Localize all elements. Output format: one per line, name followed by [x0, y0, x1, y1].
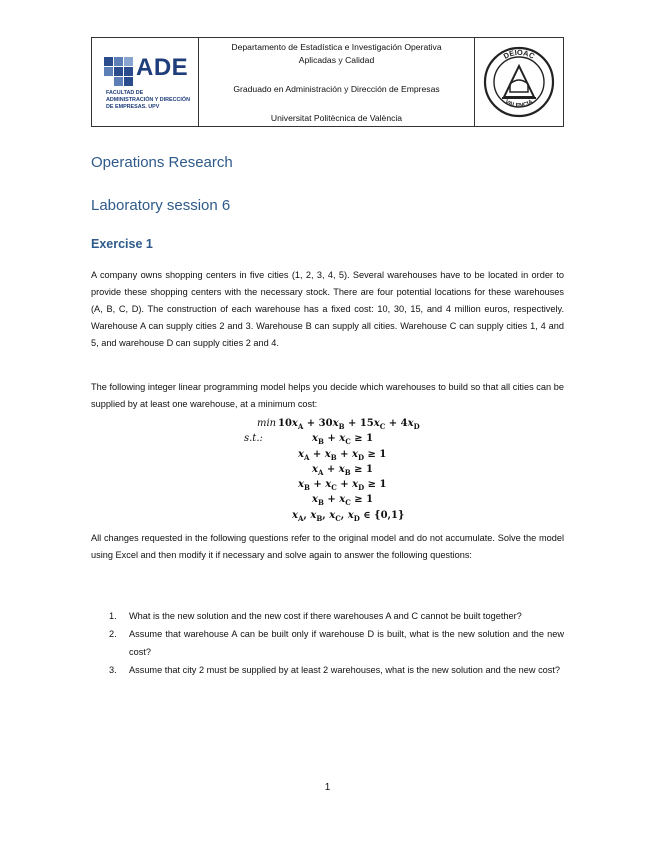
ade-logo-text: ADE	[136, 54, 189, 81]
list-item: 1. What is the new solution and the new cost if there warehouses A and C cannot be built together?	[109, 611, 522, 621]
deioac-seal-icon	[482, 42, 556, 122]
constraint-4: $x_B + x_C + x_D \ge 1$	[298, 479, 387, 492]
course-title: Operations Research	[91, 154, 233, 171]
page-header	[91, 37, 564, 127]
model-intro: The following integer linear programming model helps you decide which warehouses to build so that all cities can be supplied by at least one warehouse, at a minimum cost:	[91, 382, 564, 409]
degree-name: Graduado en Administración y Dirección de Empresas	[233, 84, 440, 94]
seal-bottom-text: VALENCIA	[503, 99, 535, 110]
st-label: s.t.:	[244, 433, 263, 444]
header-text-cell	[199, 38, 475, 126]
min-label: min	[257, 418, 277, 429]
constraint-1: $x_B + x_C \ge 1$	[312, 433, 374, 446]
constraint-2: $x_A + x_B + x_D \ge 1$	[298, 449, 387, 462]
ade-logo-subtitle: FACULTAD DE ADMINISTRACIÓN Y DIRECCIÓN DE EMPRESAS. UPV	[106, 90, 190, 110]
department-line1: Departamento de Estadística e Investigación Operativa	[231, 42, 442, 52]
exercise-heading: Exercise 1	[91, 237, 153, 251]
seal-cell	[475, 38, 563, 126]
objective-function: $10x_A + 30x_B + 15x_C + 4x_D$	[278, 418, 420, 431]
svg-text:VALENCIA	[504, 99, 535, 109]
list-item: 2. Assume that warehouse A can be built only if warehouse D is built, what is the new solution and the new cost?	[109, 629, 564, 657]
seal-top-text: DEIOAC	[501, 47, 537, 61]
session-title: Laboratory session 6	[91, 197, 231, 214]
instructions-paragraph: All changes requested in the following questions refer to the original model and do not accumulate. Solve the model using Excel and then modify it if necessary and solve again to answer the following questions:	[91, 533, 564, 560]
domain-constraint: $x_A$, $x_B$, $x_C$, $x_D$ ∈ {0,1}	[292, 510, 405, 523]
constraint-5: $x_B + x_C \ge 1$	[312, 494, 374, 507]
constraint-3: $x_A + x_B \ge 1$	[312, 464, 373, 477]
university-name: Universitat Politècnica de València	[270, 113, 403, 123]
questions-list	[91, 607, 564, 679]
department-line2: Aplicadas y Calidad	[298, 55, 375, 65]
ade-logo-cell	[92, 38, 199, 126]
list-item: 3. Assume that city 2 must be supplied by at least 2 warehouses, what is the new solution and the new cost?	[109, 665, 561, 675]
page-number: 1	[324, 782, 331, 793]
problem-description: A company owns shopping centers in five cities (1, 2, 3, 4, 5). Several warehouses have to be located in order to provide these shopping centers with the necessary stock. There are four potential locations for these warehouses (A, B, C, D). The construction of each warehouse has a fixed cost: 10, 30, 15, and 4 million euros, respectively. Warehouse A can supply cities 2 and 3. Warehouse B can supply all cities. Warehouse C can supply cities 1, 4 and 5, and warehouse D can supply cities 2 and 4.	[91, 270, 564, 348]
